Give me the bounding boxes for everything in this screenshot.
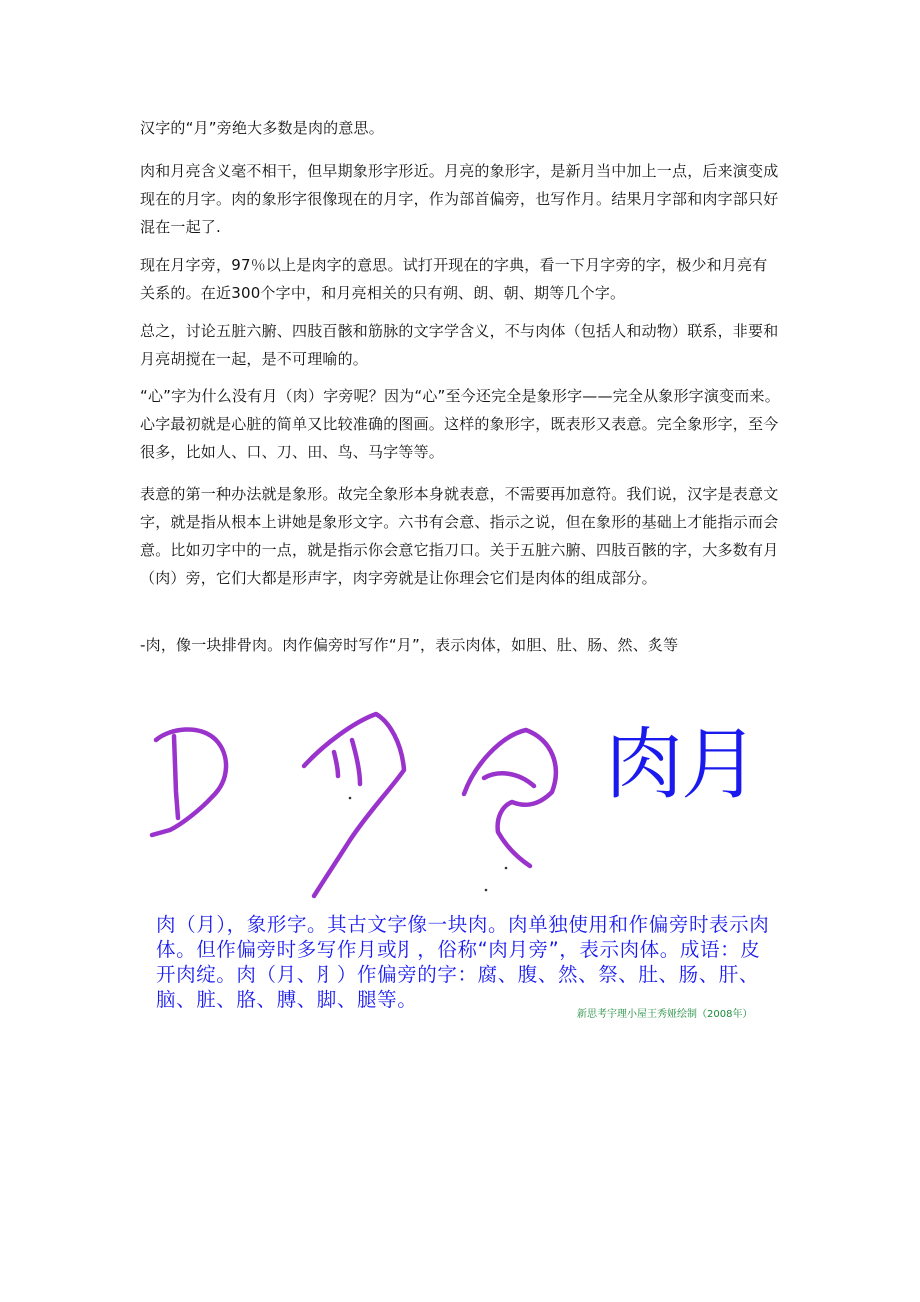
paragraph-meat-radical: -肉，像一块排骨肉。肉作偏旁时写作“月”，表示肉体，如胆、肚、肠、然、炙等 <box>140 636 679 654</box>
ancient-glyph-dot <box>349 797 352 800</box>
paragraph-statistics: 现在月字旁，97％以上是肉字的意思。试打开现在的字典，看一下月字旁的字，极少和月亮有关系的。在近300个字中，和月亮相关的只有朔、朗、朝、期等几个字。 <box>140 256 768 302</box>
figure-credit: 新思考宇理小屋王秀娅绘制（2008年） <box>577 1009 753 1020</box>
ancient-glyph-dot <box>505 867 508 870</box>
ancient-glyph-2-inner-b <box>352 740 360 784</box>
ancient-glyph-1-stem <box>174 736 178 818</box>
paragraph-pictograph-meaning: 表意的第一种办法就是象形。故完全象形本身就表意，不需要再加意符。我们说，汉字是表意文字，就是指从根本上讲她是象形文字。六书有会意、指示之说，但在象形的基础上才能指示而会意。比如刃字中的一点，就是指示你会意它指刀口。关于五脏六腑、四肢百骸的字，大多数有月（肉）旁，它们大都是形声字，肉字旁就是让你理会它们是肉体的组成部分。 <box>140 485 779 587</box>
ancient-glyph-1 <box>152 729 226 835</box>
ancient-glyph-2-inner <box>334 752 338 776</box>
ancient-glyph-3-inner <box>484 773 534 786</box>
ancient-glyph-drawings <box>140 700 600 900</box>
paragraph-intro: 汉字的“月”旁绝大多数是肉的意思。 <box>140 119 384 137</box>
ancient-glyph-3 <box>464 730 556 866</box>
paragraph-origin: 肉和月亮含义毫不相干，但早期象形字形近。月亮的象形字，是新月当中加上一点，后来演变成现在的月字。肉的象形字很像现在的月字，作为部首偏旁，也写作月。结果月字部和肉字部只好混在一起了. <box>140 162 779 236</box>
ancient-glyph-dot <box>485 889 488 892</box>
figure-caption: 肉（月），象形字。其古文字像一块肉。肉单独使用和作偏旁时表示肉体。但作偏旁时多写作月或⺼，俗称“肉月旁”，表示肉体。成语：皮开肉绽。肉（月、⺼）作偏旁的字：腐、腹、然、祭、肚、肠、肝、脑、脏、胳、膊、脚、腿等。 <box>156 913 770 1011</box>
modern-characters: 肉月 <box>605 720 758 810</box>
paragraph-conclusion: 总之，讨论五脏六腑、四肢百骸和筋脉的文字学含义，不与肉体（包括人和动物）联系，非要和月亮胡搅在一起，是不可理喻的。 <box>140 322 779 368</box>
paragraph-heart-character: “心”字为什么没有月（肉）字旁呢？因为“心”至今还完全是象形字——完全从象形字演变而来。心字最初就是心脏的简单又比较准确的图画。这样的象形字，既表形又表意。完全象形字，至今很多，比如人、口、刀、田、鸟、马字等等。 <box>140 387 780 461</box>
evolution-figure <box>140 700 780 1030</box>
